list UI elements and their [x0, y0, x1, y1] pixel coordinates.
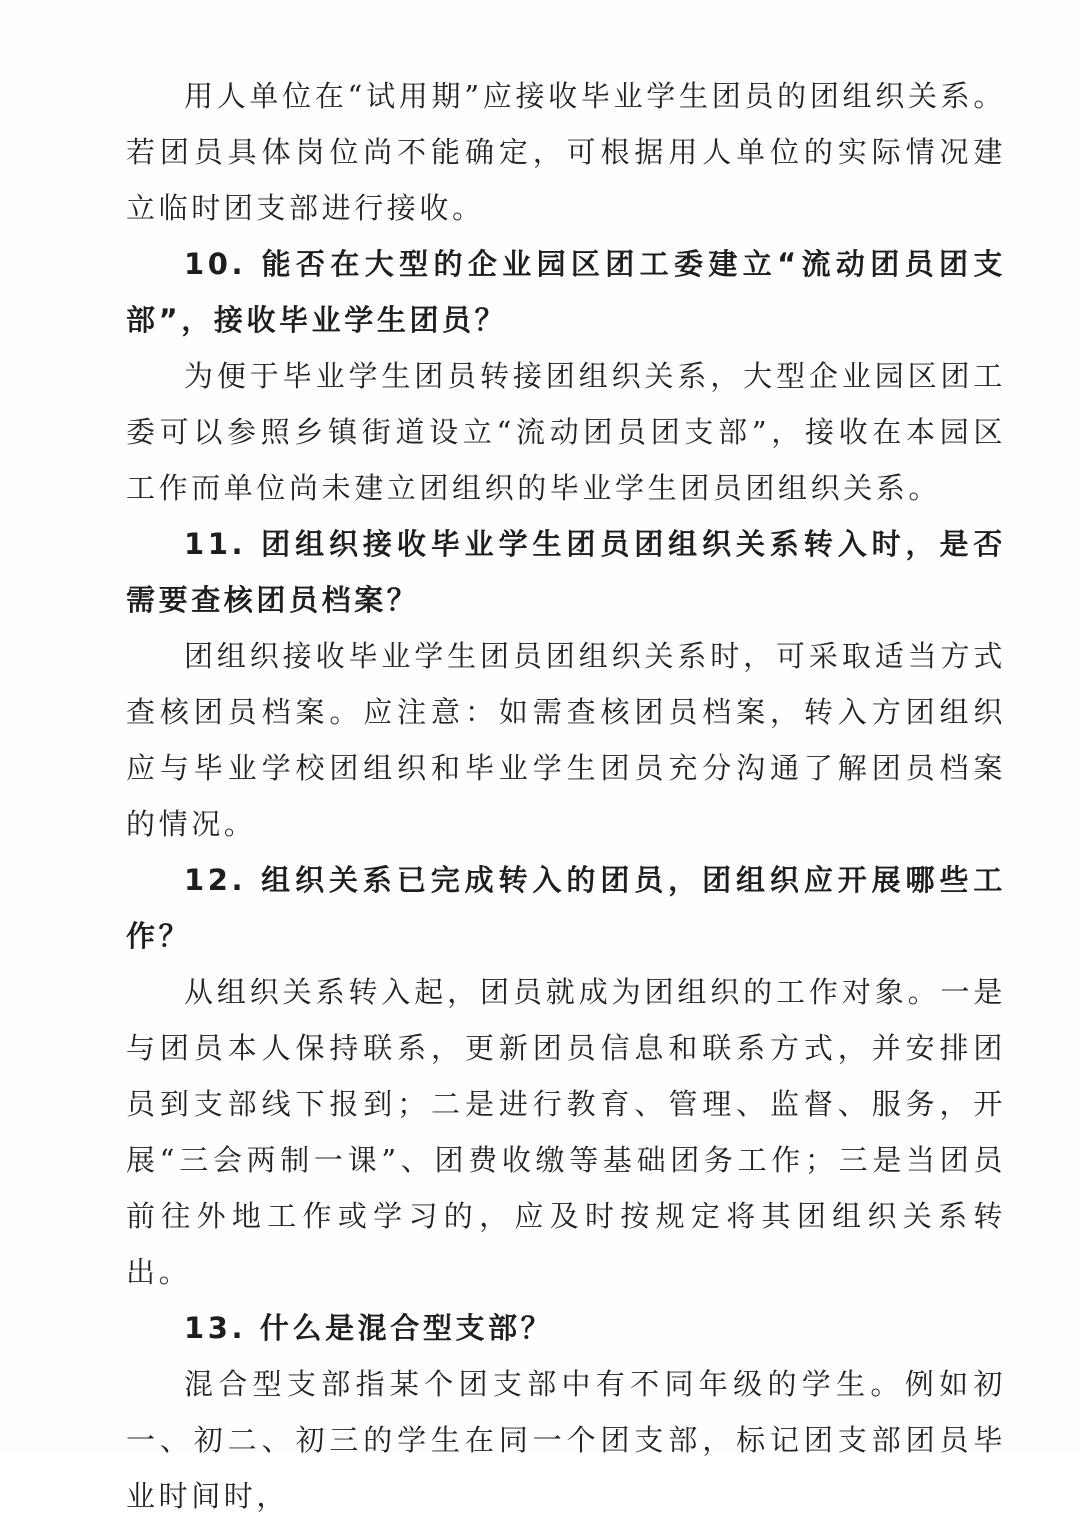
answer-paragraph: 为便于毕业学生团员转接团组织关系，大型企业园区团工委可以参照乡镇街道设立“流动团员团支部”，接收在本园区工作而单位尚未建立团组织的毕业学生团员团组织关系。 [126, 359, 1006, 505]
answer-paragraph: 用人单位在“试用期”应接收毕业学生团员的团组织关系。若团员具体岗位尚不能确定，可根据用人单位的实际情况建立临时团支部进行接收。 [126, 79, 1006, 225]
question-10: 10. 能否在大型的企业园区团工委建立“流动团员团支部”，接收毕业学生团员？ [126, 247, 1006, 337]
answer-paragraph: 混合型支部指某个团支部中有不同年级的学生。例如初一、初二、初三的学生在同一个团支部，标记团支部团员毕业时间时， [126, 1367, 1006, 1513]
answer-paragraph: 团组织接收毕业学生团员团组织关系时，可采取适当方式查核团员档案。应注意：如需查核团员档案，转入方团组织应与毕业学校团组织和毕业学生团员充分沟通了解团员档案的情况。 [126, 639, 1006, 841]
document-body [126, 68, 1006, 1524]
question-11: 11. 团组织接收毕业学生团员团组织关系转入时，是否需要查核团员档案？ [126, 527, 1006, 617]
question-12: 12. 组织关系已完成转入的团员，团组织应开展哪些工作？ [126, 863, 1006, 953]
answer-paragraph: 从组织关系转入起，团员就成为团组织的工作对象。一是与团员本人保持联系，更新团员信息和联系方式，并安排团员到支部线下报到；二是进行教育、管理、监督、服务，开展“三会两制一课”、团费收缴等基础团务工作；三是当团员前往外地工作或学习的，应及时按规定将其团组织关系转出。 [126, 975, 1006, 1289]
question-13: 13. 什么是混合型支部？ [184, 1311, 554, 1345]
